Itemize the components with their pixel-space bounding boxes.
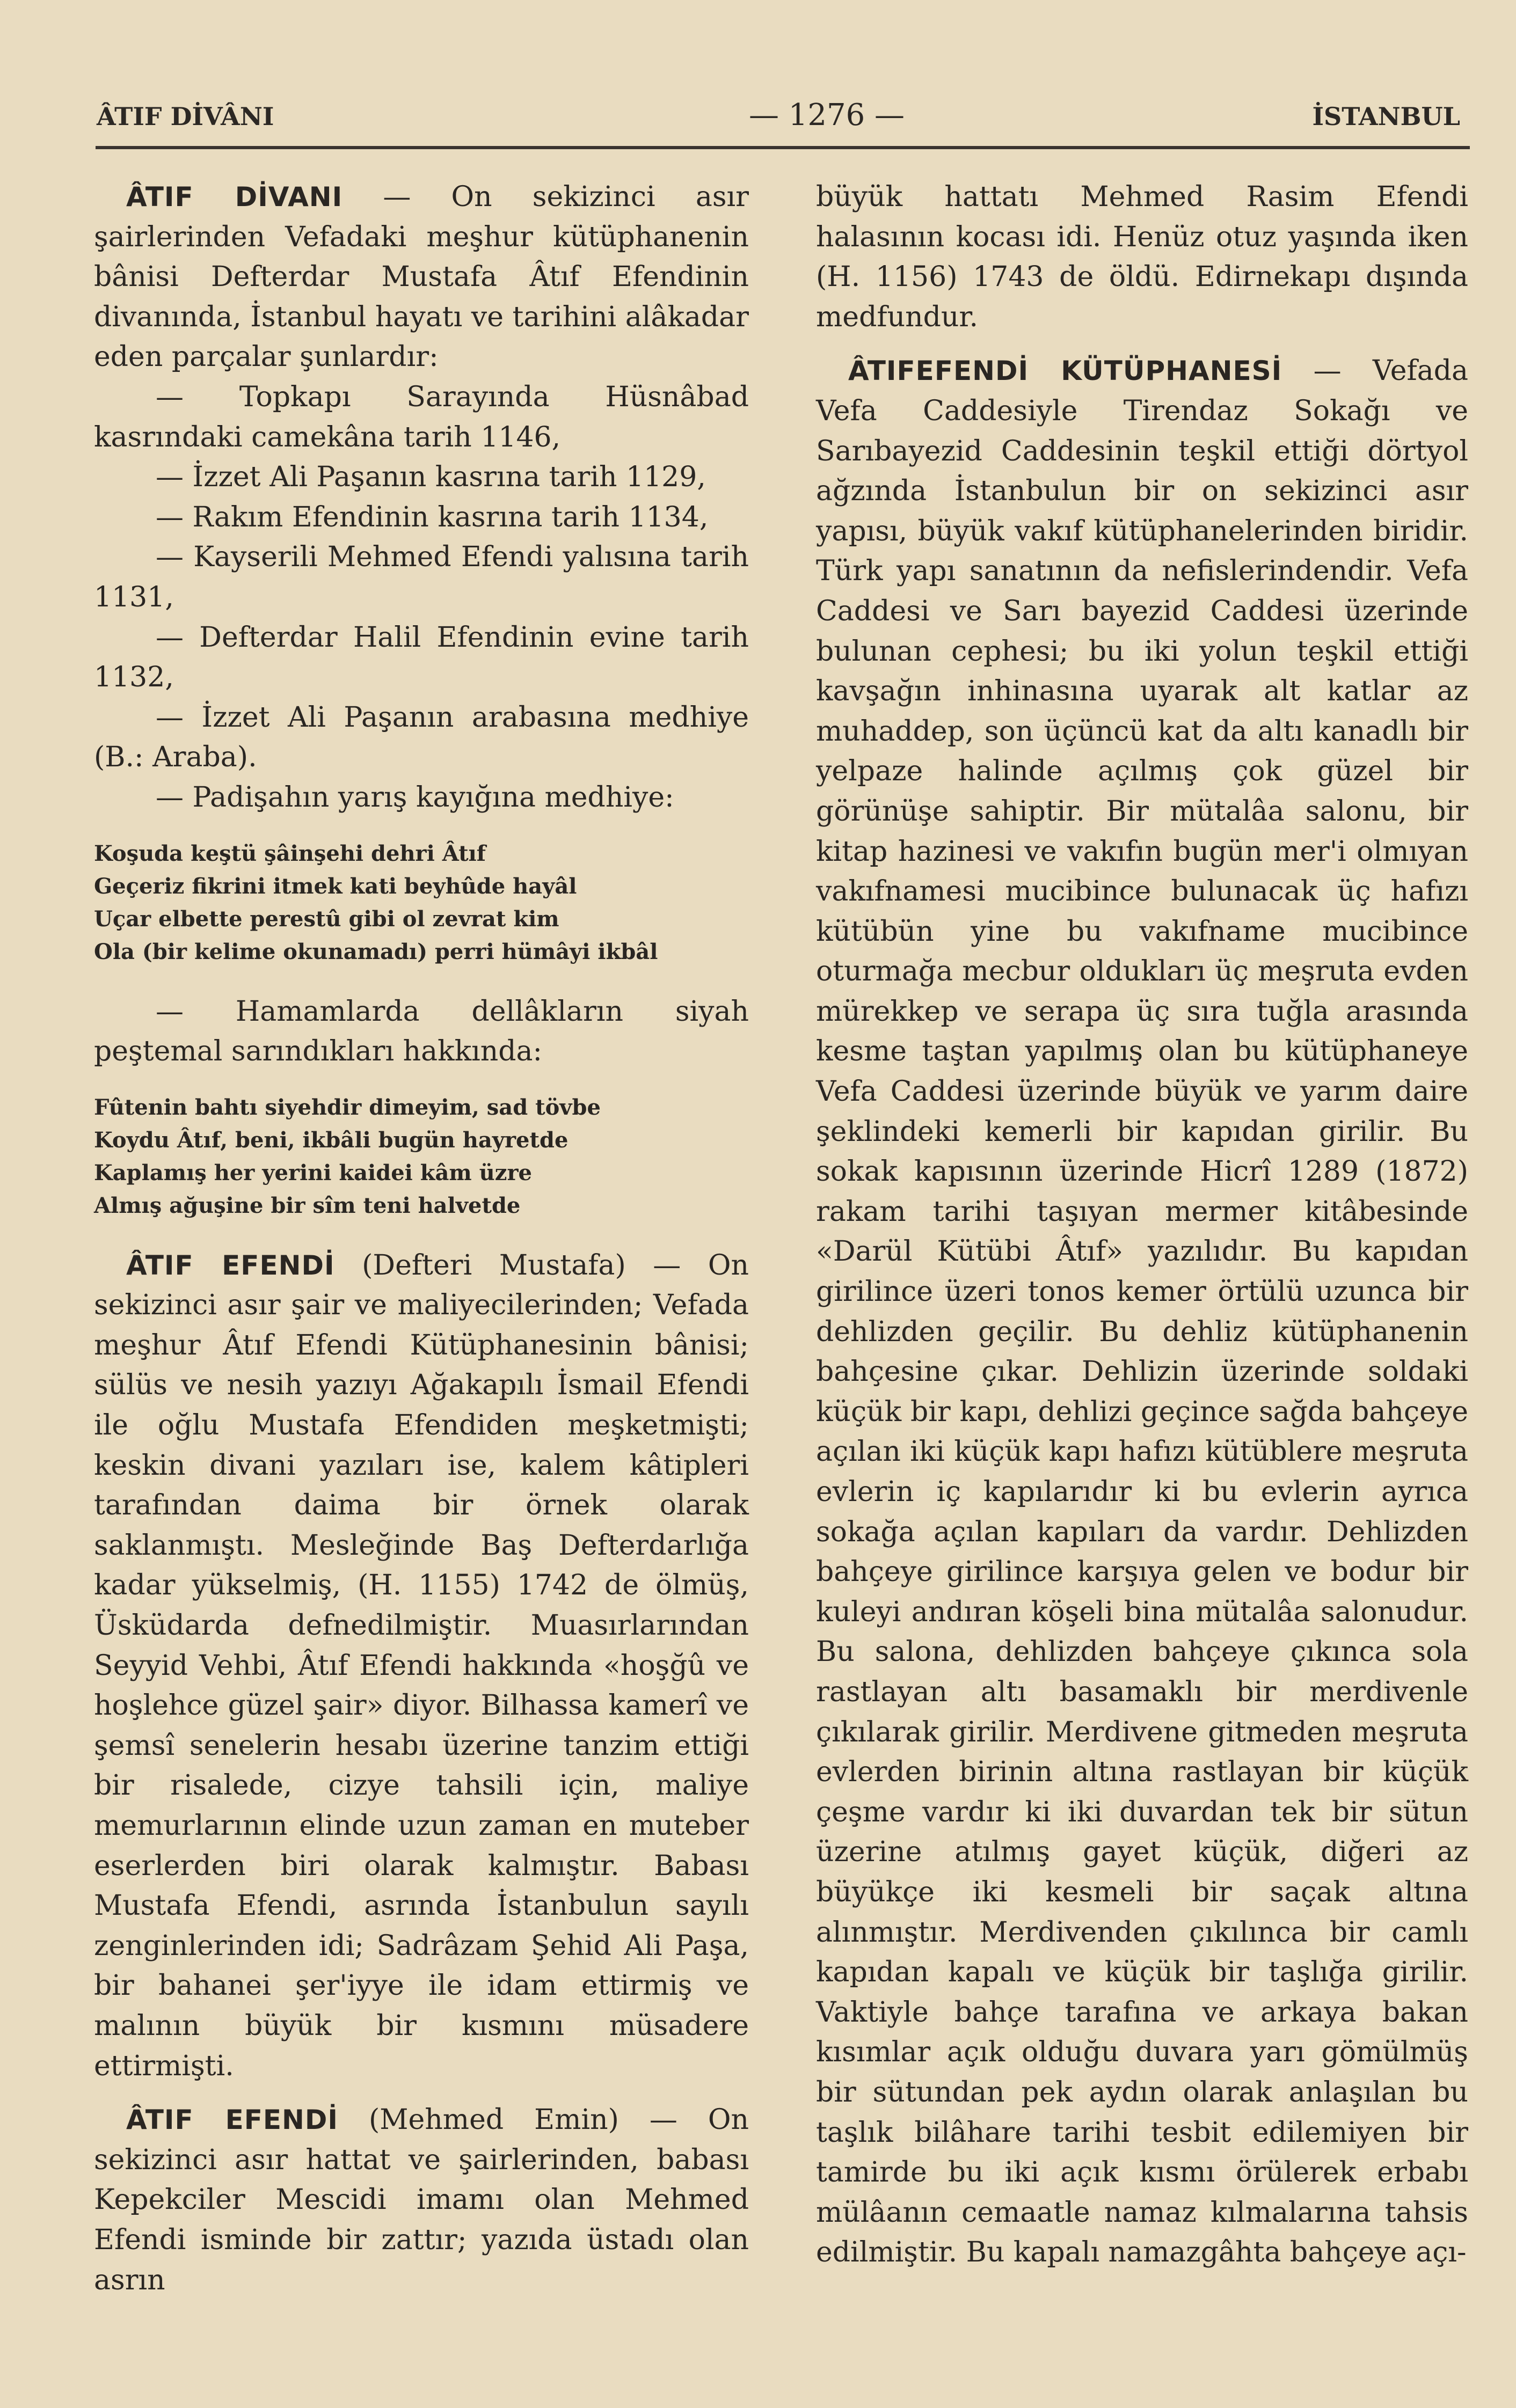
list-item: — İzzet Ali Paşanın kasrına tarih 1129,: [156, 461, 706, 494]
poem-line: Koydu Âtıf, beni, ikbâli bugün hayretde: [94, 1127, 568, 1153]
left-column: [94, 177, 749, 2300]
entry-title: ÂTIFEFENDİ KÜTÜPHANESİ: [848, 355, 1282, 387]
list-item: — İzzet Ali Paşanın arabasına medhiye (B.: Araba).: [94, 701, 749, 774]
poem-line: Geçeriz fikrini itmek kati beyhûde hayâl: [94, 873, 577, 899]
entry-atif-divani: [94, 177, 749, 377]
poem-line: Ola (bir kelime okunamadı) perri hümâyi ikbâl: [94, 939, 658, 964]
continued-text: büyük hattatı Mehmed Rasim Efendi halasının kocası idi. Henüz otuz yaşında iken (H. 1156) 1743 de öldü. Edirnekapı dışında medfundur.: [816, 181, 1468, 333]
entry-title: ÂTIF DİVANI: [126, 181, 343, 213]
entry-text: — On sekizinci asır şairlerinden Vefadaki meşhur kütüphanenin bânisi Defterdar Mustafa Âtıf Efendinin divanında, İstanbul hayatı ve tarihini alâkadar eden parçalar şunlardır:: [94, 181, 749, 374]
list-item: — Hamamlarda dellâkların siyah peştemal sarındıkları hakkında:: [94, 995, 749, 1068]
running-header: [97, 91, 1471, 145]
list-item: — Padişahın yarış kayığına medhiye:: [156, 781, 674, 814]
entry-title: ÂTIF EFENDİ: [126, 1249, 335, 1281]
page-number: — 1276 —: [748, 98, 905, 133]
entry-title: ÂTIF EFENDİ: [126, 2104, 338, 2136]
list-item: — Kayserili Mehmed Efendi yalısına tarih 1131,: [94, 541, 749, 613]
header-rule: [96, 146, 1470, 149]
header-right-title: İSTANBUL: [1312, 102, 1460, 131]
header-left-title: ÂTIF DİVÂNI: [97, 102, 274, 131]
list-item: — Topkapı Sarayında Hüsnâbad kasrındaki camekâna tarih 1146,: [94, 380, 749, 453]
poem-block: [94, 1091, 749, 1222]
poem-line: Koşuda keştü şâinşehi dehri Âtıf: [94, 840, 486, 866]
list-item: — Rakım Efendinin kasrına tarih 1134,: [156, 501, 709, 533]
entry-text: (Mehmed Emin) — On sekizinci asır hattat ve şairlerinden, babası Kepekciler Mescidi imamı olan Mehmed Efendi isminde bir zattır; yazıda üstadı olan asrın: [94, 2104, 749, 2296]
entry-atif-efendi-mustafa: [94, 1246, 749, 2086]
list-item: — Defterdar Halil Efendinin evine tarih 1132,: [94, 621, 749, 694]
entry-atif-efendi-mehmed-emin: [94, 2100, 749, 2300]
poem-line: Fûtenin bahtı siyehdir dimeyim, sad tövbe: [94, 1094, 601, 1120]
poem-block: [94, 837, 749, 968]
entry-text: (Defteri Mustafa) — On sekizinci asır şair ve maliyecilerinden; Vefada meşhur Âtıf Efendi Kütüphanesinin bânisi; sülüs ve nesih yazıyı Ağakapılı İsmail Efendi ile oğlu Mustafa Efendiden meşketmişti; keskin divani yazıları ise, kalem kâtipleri tarafından daima bir örnek olarak saklanmıştı. Mesleğinde Baş Defterdarlığa kadar yükselmiş, (H. 1155) 1742 de ölmüş, Üsküdarda defnedilmiştir. Muasırlarından Seyyid Vehbi, Âtıf Efendi hakkında «hoşğû ve hoşlehce güzel şair» diyor. Bilhassa kamerî ve şemsî senelerin hesabı üzerine tanzim ettiği bir risalede, cizye tahsili için, maliye memurlarının elinde uzun zaman en muteber eserlerden biri olarak kalmıştır. Babası Mustafa Efendi, asrında İstanbulun sayılı zenginlerinden idi; Sadrâzam Şehid Ali Paşa, bir bahanei şer'iyye ile idam ettirmiş ve malının büyük bir kısmını müsadere ettirmişti.: [94, 1249, 749, 2082]
poem-line: Kaplamış her yerini kaidei kâm üzre: [94, 1160, 532, 1185]
right-column: [816, 177, 1468, 2273]
entry-text: — Vefada Vefa Caddesiyle Tirendaz Sokağı ve Sarıbayezid Caddesinin teşkil ettiği dörtyol ağzında İstanbulun bir on sekizinci asır yapısı, büyük vakıf kütüphanelerinden biridir. Türk yapı sanatının da nefislerindendir. Vefa Caddesi ve Sarı bayezid Caddesi üzerinde bulunan cephesi; bu iki yolun teşkil ettiği kavşağın inhinasına uyarak alt katlar az muhaddep, son üçüncü kat da altı kanadlı bir yelpaze halinde açılmış çok güzel bir görünüşe sahiptir. Bir mütalâa salonu, bir kitap hazinesi ve vakıfın bugün mer'i olmıyan vakıfnamesi mucibince bulunacak üç hafızı kütübün yine bu vakıfname mucibince oturmağa mecbur oldukları üç meşruta evden mürekkep ve serapa üç sıra tuğla arasında kesme taştan yapılmış olan bu kütüphaneye Vefa Caddesi üzerinde büyük ve yarım daire şeklindeki kemerli bir kapıdan girilir. Bu sokak kapısının üzerinde Hicrî 1289 (1872) rakam tarihi taşıyan mermer kitâbesinde «Darül Kütübi Âtıf» yazılıdır. Bu kapıdan girilince üzeri tonos kemer örtülü uzunca bir dehlizden geçilir. Bu dehliz kütüphanenin bahçesine çıkar. Dehlizin üzerinde soldaki küçük bir kapı, dehlizi geçince sağda bahçeye açılan iki küçük kapı hafızı kütüblere meşruta evlerin iç kapılarıdır ki bu evlerin ayrıca sokağa açılan kapıları da vardır. Dehlizden bahçeye girilince karşıya gelen ve bodur bir kuleyi andıran köşeli bina mütalâa salonudur. Bu salona, dehlizden bahçeye çıkınca sola rastlayan altı basamaklı bir merdivenle çıkılarak girilir. Merdivene gitmeden meşruta evlerden birinin altına rastlayan bir küçük çeşme vardır ki iki duvardan tek bir sütun üzerine atılmış gayet küçük, diğeri az büyükçe iki kesmeli bir saçak altına alınmıştır. Merdivenden çıkılınca bir camlı kapıdan kapalı ve küçük bir taşlığa girilir. Vaktiyle bahçe tarafına ve arkaya bakan kısımlar açık olduğu duvara yarı gömülmüş bir sütundan pek aydın olarak anlaşılan bu taşlık bilâhare tarihi tesbit edilemiyen bir tamirde bu iki açık kısmı örülerek erbabı mülâanın cemaatle namaz kılmalarına tahsis edilmiştir. Bu kapalı namazgâhta bahçeye açı-: [816, 355, 1469, 2269]
poem-line: Almış ağuşine bir sîm teni halvetde: [94, 1192, 521, 1218]
poem-line: Uçar elbette perestû gibi ol zevrat kim: [94, 906, 559, 932]
entry-atif-efendi-library: [816, 351, 1468, 2273]
